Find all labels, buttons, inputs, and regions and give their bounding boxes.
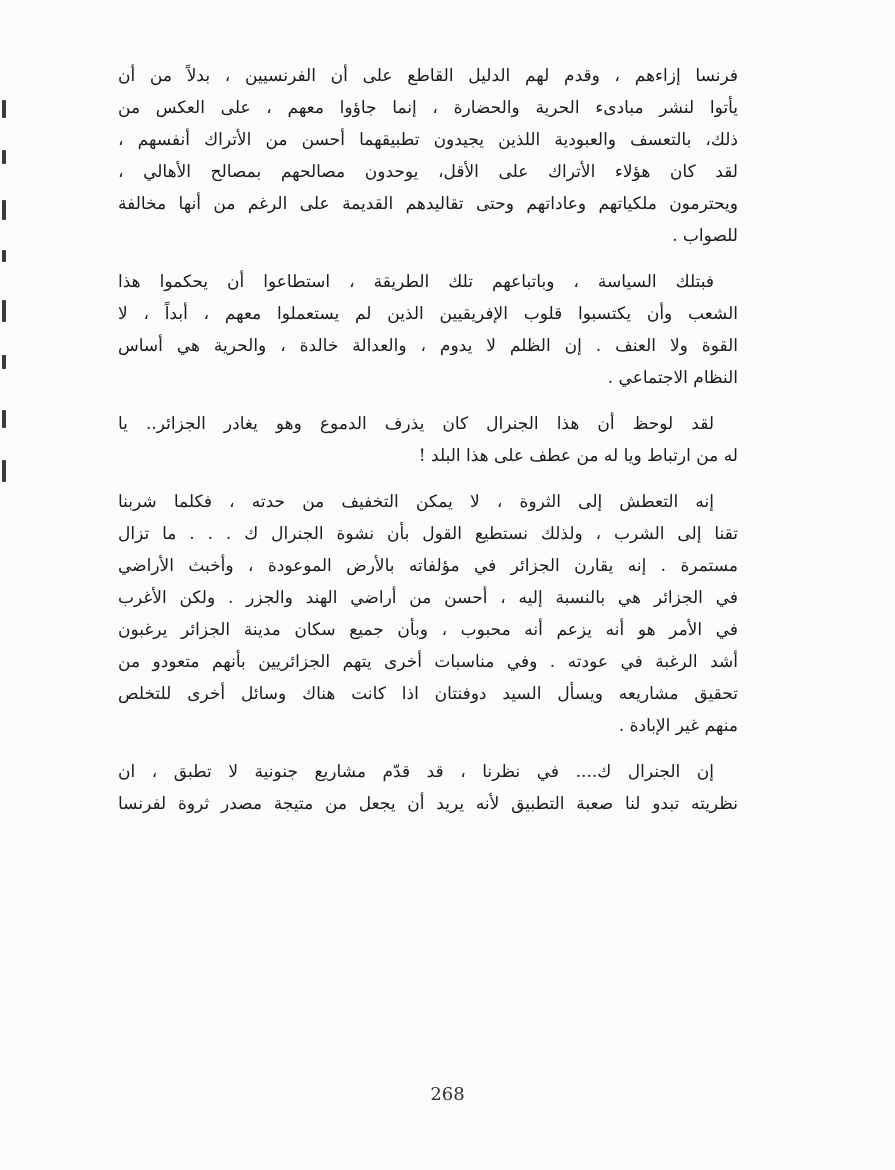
paragraph-4: [118, 486, 738, 742]
text-line: ذلك، بالتعسف والعبودية اللذين يجيدون تطبيقهما أحسن من الأتراك أنفسهم ،: [118, 130, 738, 150]
text-line: إن الجنرال ك.... في نظرنا ، قد قدّم مشاريع جنونية لا تطبق ، ان: [118, 762, 714, 782]
text-line: فبتلك السياسة ، وباتباعهم تلك الطريقة ، استطاعوا أن يحكموا هذا: [118, 272, 714, 292]
text-line: للصواب .: [672, 226, 738, 246]
text-line: يأتوا لنشر مبادىء الحرية والحضارة ، إنما جاؤوا معهم ، على العكس من: [118, 98, 738, 118]
page-number: 268: [430, 1084, 465, 1105]
text-line: لقد لوحظ أن هذا الجنرال كان يذرف الدموع وهو يغادر الجزائر.. يا: [118, 414, 714, 434]
text-line: ويحترمون ملكياتهم وعاداتهم وحتى تقاليدهم القديمة على الرغم من أنها مخالفة: [118, 194, 738, 214]
paragraph-3: [118, 408, 738, 472]
text-line: لقد كان هؤلاء الأتراك على الأقل، يوحدون مصالحهم بمصالح الأهالي ،: [118, 162, 738, 182]
text-line: الشعب وأن يكتسبوا قلوب الإفريقيين الذين لم يستعملوا معهم ، أبداً ، لا: [118, 304, 738, 324]
text-line: القوة ولا العنف . إن الظلم لا يدوم ، والعدالة خالدة ، والحرية هي أساس: [118, 336, 738, 356]
text-line: له من ارتباط ويا له من عطف على هذا البلد !: [418, 446, 738, 466]
text-line: مستمرة . إنه يقارن الجزائر في مؤلفاته بالأرض الموعودة ، وأخبث الأراضي: [118, 556, 738, 576]
paragraph-1: [118, 60, 738, 252]
text-line: نظريته تبدو لنا صعبة التطبيق لأنه يريد أن يجعل من متيجة مصدر ثروة لفرنسا: [118, 794, 738, 814]
paragraph-5: [118, 756, 738, 820]
text-line: فرنسا إزاءهم ، وقدم لهم الدليل القاطع على أن الفرنسيين ، بدلاً من أن: [118, 66, 738, 86]
body-text: [118, 60, 738, 834]
text-line: إنه التعطش إلى الثروة ، لا يمكن التخفيف من حدته ، فكلما شربنا: [118, 492, 714, 512]
text-line: في الأمر هو أنه يزعم أنه محبوب ، وبأن جميع سكان مدينة الجزائر يرغبون: [118, 620, 738, 640]
text-line: منهم غير الإبادة .: [618, 716, 738, 736]
text-line: النظام الاجتماعي .: [607, 368, 738, 388]
text-line: تحقيق مشاريعه ويسأل السيد دوفنتان اذا كانت هناك وسائل أخرى للتخلص: [118, 684, 738, 704]
text-line: أشد الرغبة في عودته . وفي مناسبات أخرى يتهم الجزائريين بأنهم متعودو من: [118, 652, 738, 672]
text-line: تقنا إلى الشرب ، ولذلك نستطيع القول بأن نشوة الجنرال ك . . . ما تزال: [118, 524, 738, 544]
text-line: في الجزائر هي بالنسبة إليه ، أحسن من أراضي الهند والجزر . ولكن الأغرب: [118, 588, 738, 608]
paragraph-2: [118, 266, 738, 394]
facing-page-edge: [0, 90, 10, 490]
